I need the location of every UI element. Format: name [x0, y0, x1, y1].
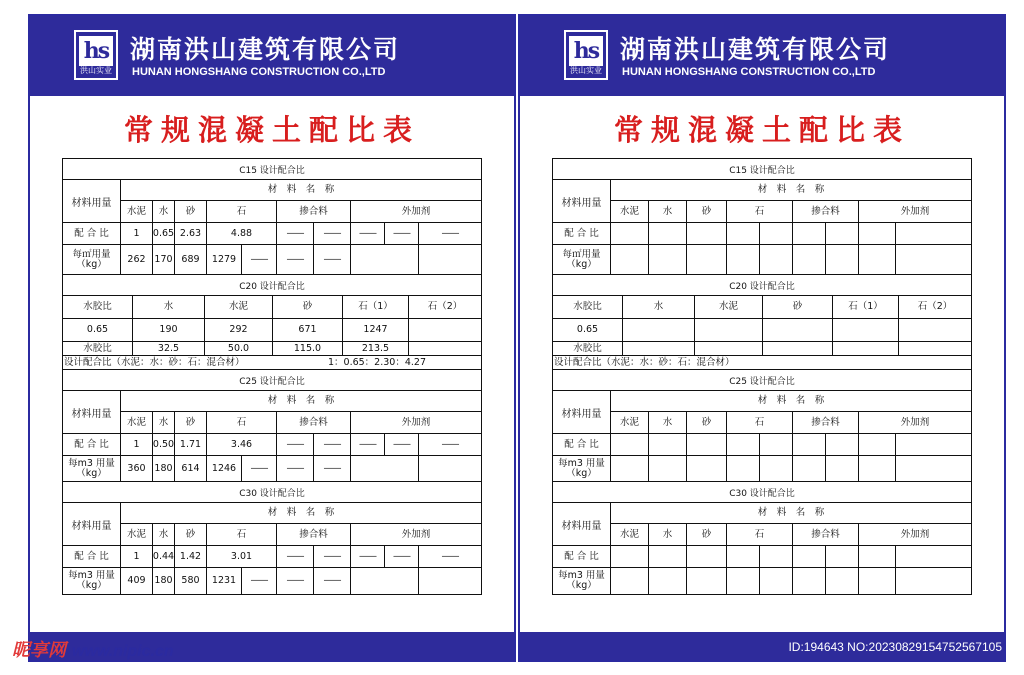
logo-mark: hs	[79, 36, 113, 66]
c15-usage-row: 每㎡用量 （kg） 262 170 689 1279 —— —— ——	[63, 245, 481, 275]
col-sand: 砂	[175, 201, 207, 222]
c30-usage-row: 每m3 用量 （kg） 409 180 580 1231 —— —— ——	[63, 568, 481, 594]
watermark-url: www.nipic.cn	[72, 643, 174, 660]
section-title-c15: C15 设计配合比	[553, 159, 971, 180]
c20-second-row: 水胶比 32.5 50.0 115.0 213.5	[63, 342, 481, 356]
watermark-brand-text: 昵享网	[12, 640, 66, 661]
c20-value-row: 0.65 190 292 671 1247	[63, 319, 481, 342]
right-board	[518, 14, 1006, 662]
image-id-text: ID:194643 NO:20230829154752567105	[788, 640, 1002, 654]
section-title-c20: C20 设计配合比	[553, 275, 971, 296]
col-water: 水	[153, 201, 175, 222]
section-title-c30: C30 设计配合比	[63, 482, 481, 503]
header-bar	[520, 16, 1004, 96]
c25-header-block: 材料用量 材 料 名 称 水泥 水 砂 石 掺合料 外加剂	[63, 391, 481, 434]
logo-subtext: 洪山实业	[570, 66, 602, 75]
col-additive: 外加剂	[401, 205, 431, 217]
page-title: 常规混凝土配比表	[613, 113, 910, 147]
section-title-c20: C20 设计配合比	[63, 275, 481, 296]
c15-ratio-row: 配 合 比 1 0.65 2.63 4.88 —— —— —— —— ——	[63, 223, 481, 245]
c20-design-ratio-row: 设计配合比（水泥：水：砂：石：混合材） 1：0.65：2.30：4.27	[63, 356, 481, 370]
header-bar	[30, 16, 514, 96]
section-title-c30: C30 设计配合比	[553, 482, 971, 503]
section-title-c15: C15 设计配合比	[63, 159, 481, 180]
section-title-c25: C25 设计配合比	[553, 370, 971, 391]
logo-mark: hs	[569, 36, 603, 66]
section-title-c25: C25 设计配合比	[63, 370, 481, 391]
blank-mix-ratio-table: C15 设计配合比 材料用量 材 料 名 称 水泥 水 砂 石 掺合料 外加剂 配 合 比 每㎡用量 （kg） C20 设计配合比 水胶比 水 水泥 砂 石（1） 石（2） 0.65 水胶比 设计配合比（水泥：水：砂：石：混合材） C25 设计配合比 材料用量 材 料 名 称 水泥 水 砂 石 掺合料 外加剂 配 合 比 每m3 用量 （kg） C30 设计配合比 材料用量 材 料 名 称 水泥 水 砂 石 掺合料 外加剂 配 合 比 每m3 用量 （kg）	[552, 158, 972, 595]
c25-usage-row: 每m3 用量 （kg） 360 180 614 1246 —— —— ——	[63, 456, 481, 482]
logo-subtext: 洪山实业	[80, 66, 112, 75]
c20-header-row: 水胶比 水 水泥 砂 石（1） 石（2）	[63, 296, 481, 319]
col-admixture: 掺合料	[277, 201, 351, 222]
c15-header-block	[63, 180, 481, 223]
material-name-header: 材 料 名 称	[267, 184, 335, 196]
watermark-brand	[12, 636, 174, 662]
company-name-en: HUNAN HONGSHANG CONSTRUCTION CO.,LTD	[622, 66, 876, 78]
mix-ratio-table	[62, 158, 482, 595]
page-title: 常规混凝土配比表	[123, 113, 420, 147]
company-name-cn: 湖南洪山建筑有限公司	[130, 35, 401, 64]
c30-ratio-row: 配 合 比 1 0.44 1.42 3.01 —— —— —— —— ——	[63, 546, 481, 568]
company-logo	[564, 30, 608, 80]
c30-header-block: 材料用量 材 料 名 称 水泥 水 砂 石 掺合料 外加剂	[63, 503, 481, 546]
col-stone: 石	[207, 201, 277, 222]
company-logo	[74, 30, 118, 80]
c25-ratio-row: 配 合 比 1 0.50 1.71 3.46 —— —— —— —— ——	[63, 434, 481, 456]
company-name-cn: 湖南洪山建筑有限公司	[620, 35, 891, 64]
material-usage-label: 材料用量	[63, 180, 121, 222]
company-name-en: HUNAN HONGSHANG CONSTRUCTION CO.,LTD	[132, 66, 386, 78]
left-board	[28, 14, 516, 662]
col-cement: 水泥	[121, 201, 153, 222]
